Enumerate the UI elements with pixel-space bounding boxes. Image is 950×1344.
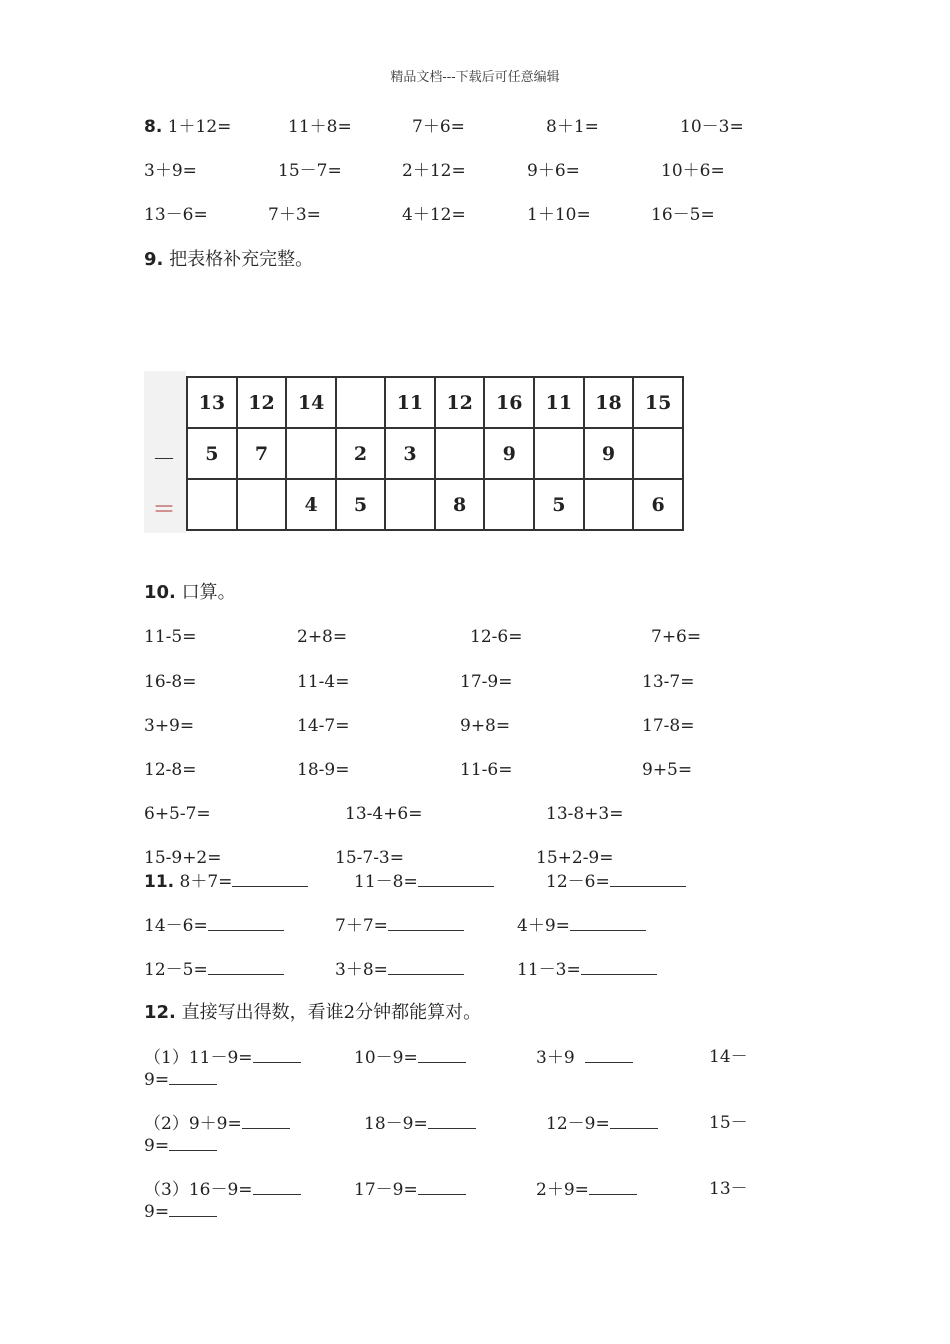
table-cell-blank[interactable] — [385, 479, 435, 530]
q12-item — [354, 1179, 466, 1200]
q10-item: 3+9= — [144, 716, 195, 736]
q11-item — [335, 915, 464, 936]
q11-item — [144, 915, 284, 936]
q8-number: 8. — [144, 117, 163, 137]
answer-blank[interactable] — [418, 871, 494, 887]
table-cell: 9 — [484, 428, 534, 479]
q12-item-cont — [144, 1069, 217, 1090]
table-cell-blank[interactable] — [286, 428, 336, 479]
q12-item-wrap: 14－ — [709, 1047, 748, 1067]
q11-expr: 8＋7= — [179, 872, 233, 892]
table-cell: 13 — [187, 377, 237, 428]
table-cell-blank[interactable] — [336, 377, 385, 428]
q12-heading — [144, 1003, 481, 1023]
q9-title: 把表格补充完整。 — [169, 249, 314, 270]
answer-blank[interactable] — [388, 915, 464, 931]
table-cell: 5 — [336, 479, 385, 530]
q10-item: 9+5= — [642, 760, 693, 780]
answer-blank[interactable] — [208, 915, 284, 931]
table-cell-blank[interactable] — [435, 428, 485, 479]
table-cell: 7 — [237, 428, 287, 479]
q12-item — [546, 1113, 658, 1134]
q8-item-0-1: 11＋8= — [288, 117, 352, 137]
q8-item-2-3: 1＋10= — [527, 205, 591, 225]
q10-item: 17-8= — [642, 716, 695, 736]
q8-item-2-2: 4＋12= — [402, 205, 466, 225]
q10-item: 12-6= — [470, 627, 523, 647]
q12-item-wrap: 15－ — [709, 1113, 748, 1133]
answer-blank[interactable] — [253, 1047, 301, 1063]
q11-item — [354, 871, 494, 892]
q10-item: 12-8= — [144, 760, 197, 780]
q12-item-wrap: 13－ — [709, 1179, 748, 1199]
q12-expr: 3＋9 — [536, 1048, 575, 1068]
q10-item: 7+6= — [651, 627, 702, 647]
table-cell-blank[interactable] — [484, 479, 534, 530]
answer-blank[interactable] — [169, 1069, 217, 1085]
table-cell: 2 — [336, 428, 385, 479]
q10-item: 18-9= — [297, 760, 350, 780]
table-cell: 4 — [286, 479, 336, 530]
answer-blank[interactable] — [581, 959, 657, 975]
q12-item-cont — [144, 1201, 217, 1222]
q11-item — [335, 959, 464, 980]
q12-item — [144, 1179, 301, 1200]
q11-expr: 3＋8= — [335, 960, 388, 980]
q12-expr: （3）16－9= — [144, 1180, 253, 1200]
q11-expr: 12－5= — [144, 960, 208, 980]
q10-item: 15-9+2= — [144, 848, 222, 868]
table-cell-blank[interactable] — [633, 428, 683, 479]
q11-item — [144, 959, 284, 980]
q10-item: 9+8= — [460, 716, 511, 736]
q8-item-1-1: 15－7= — [278, 161, 342, 181]
q8-item-2-4: 16－5= — [651, 205, 715, 225]
answer-blank[interactable] — [253, 1179, 301, 1195]
q11-item — [517, 959, 657, 980]
q10-item: 17-9= — [460, 672, 513, 692]
answer-blank[interactable] — [388, 959, 464, 975]
answer-blank[interactable] — [169, 1201, 217, 1217]
q10-item: 14-7= — [297, 716, 350, 736]
q8-item-0-2: 7＋6= — [412, 117, 465, 137]
table-cell-blank[interactable] — [237, 479, 287, 530]
q12-expr: 9= — [144, 1136, 170, 1156]
q10-item: 15-7-3= — [335, 848, 404, 868]
number-grid — [186, 376, 684, 531]
q11-expr: 7＋7= — [335, 916, 388, 936]
q12-expr: （1）11－9= — [144, 1048, 253, 1068]
q10-item: 16-8= — [144, 672, 197, 692]
table-row — [187, 428, 683, 479]
q12-expr: 2＋9= — [536, 1180, 589, 1200]
table-cell: 18 — [584, 377, 634, 428]
answer-blank[interactable] — [242, 1113, 290, 1129]
q8-item-0-0 — [144, 117, 231, 137]
q8-item-1-0: 3＋9= — [144, 161, 197, 181]
q12-expr: 12－9= — [546, 1114, 610, 1134]
answer-blank[interactable] — [589, 1179, 637, 1195]
q10-item: 15+2-9= — [536, 848, 614, 868]
q10-number: 10. — [144, 582, 176, 603]
q12-expr: 9= — [144, 1202, 170, 1222]
q11-expr: 4＋9= — [517, 916, 570, 936]
table-cell: 6 — [633, 479, 683, 530]
page-header: 精品文档---下载后可任意编辑 — [390, 70, 560, 85]
q10-item: 11-5= — [144, 627, 197, 647]
q12-item-cont — [144, 1135, 217, 1156]
q10-item: 2+8= — [297, 627, 348, 647]
q12-expr: 10－9= — [354, 1048, 418, 1068]
fill-table — [144, 371, 684, 533]
answer-blank[interactable] — [428, 1113, 476, 1129]
q10-title: 口算。 — [181, 582, 236, 603]
q8-item-0-4: 10－3= — [680, 117, 744, 137]
table-cell: 5 — [534, 479, 584, 530]
q8-item-0-3: 8＋1= — [546, 117, 599, 137]
q12-expr: 18－9= — [364, 1114, 428, 1134]
q12-expr: 17－9= — [354, 1180, 418, 1200]
q11-expr: 12－6= — [546, 872, 610, 892]
answer-blank[interactable] — [610, 1113, 658, 1129]
table-cell: 8 — [435, 479, 485, 530]
answer-blank[interactable] — [232, 871, 308, 887]
q12-item — [144, 1113, 290, 1134]
answer-blank[interactable] — [418, 1047, 466, 1063]
q8-item-2-1: 7＋3= — [268, 205, 321, 225]
q11-item — [517, 915, 646, 936]
q10-item: 11-6= — [460, 760, 513, 780]
q9-number: 9. — [144, 249, 164, 270]
table-cell-blank[interactable] — [534, 428, 584, 479]
answer-blank[interactable] — [418, 1179, 466, 1195]
answer-blank[interactable] — [570, 915, 646, 931]
table-row — [187, 479, 683, 530]
q12-expr: 9= — [144, 1070, 170, 1090]
answer-blank[interactable] — [585, 1047, 633, 1063]
q8-expr: 1＋12= — [167, 117, 232, 137]
q10-heading — [144, 583, 236, 603]
q12-item — [536, 1179, 637, 1200]
answer-blank[interactable] — [610, 871, 686, 887]
table-cell: 3 — [385, 428, 435, 479]
q8-item-1-3: 9＋6= — [527, 161, 580, 181]
minus-sign: － — [152, 445, 176, 473]
table-cell: 12 — [435, 377, 485, 428]
q10-item: 6+5-7= — [144, 804, 211, 824]
table-cell: 15 — [633, 377, 683, 428]
answer-blank[interactable] — [169, 1135, 217, 1151]
q11-item — [144, 871, 308, 892]
q10-item: 13-8+3= — [546, 804, 624, 824]
q12-item — [364, 1113, 476, 1134]
table-cell: 11 — [534, 377, 584, 428]
q12-item — [354, 1047, 466, 1068]
table-row — [187, 377, 683, 428]
table-cell: 14 — [286, 377, 336, 428]
equals-sign: ＝ — [152, 495, 176, 523]
q10-item: 11-4= — [297, 672, 350, 692]
q8-item-1-2: 2＋12= — [402, 161, 466, 181]
q11-expr: 11－3= — [517, 960, 581, 980]
table-cell-blank[interactable] — [187, 479, 237, 530]
q12-item — [144, 1047, 301, 1068]
q12-number: 12. — [144, 1002, 176, 1023]
table-cell: 5 — [187, 428, 237, 479]
q9-heading — [144, 250, 313, 270]
table-cell-blank[interactable] — [584, 479, 634, 530]
q11-expr: 11－8= — [354, 872, 418, 892]
q11-number: 11. — [144, 872, 175, 892]
table-cell: 11 — [385, 377, 435, 428]
q11-item — [546, 871, 686, 892]
table-cell: 16 — [484, 377, 534, 428]
q11-expr: 14－6= — [144, 916, 208, 936]
q12-item — [536, 1047, 633, 1068]
q8-item-1-4: 10＋6= — [661, 161, 725, 181]
q10-item: 13-7= — [642, 672, 695, 692]
table-cell: 9 — [584, 428, 634, 479]
table-cell: 12 — [237, 377, 287, 428]
q12-expr: （2）9＋9= — [144, 1114, 242, 1134]
q10-item: 13-4+6= — [345, 804, 423, 824]
q8-item-2-0: 13－6= — [144, 205, 208, 225]
q12-title: 直接写出得数，看谁2分钟都能算对。 — [181, 1002, 482, 1023]
answer-blank[interactable] — [208, 959, 284, 975]
